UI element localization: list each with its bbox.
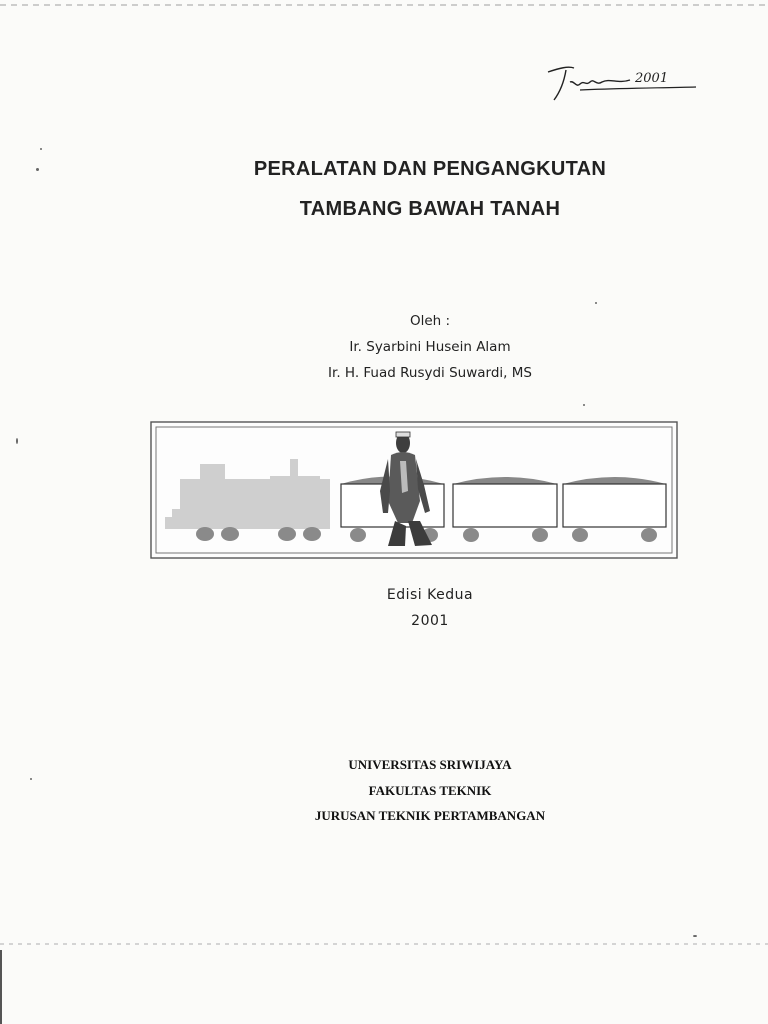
scan-speck (693, 935, 697, 937)
scan-speck (583, 404, 585, 406)
edition-year: 2001 (411, 613, 449, 629)
scan-speck (595, 302, 597, 304)
author-name: Ir. Syarbini Husein Alam (349, 339, 511, 355)
mine-train-illustration (150, 421, 678, 559)
scan-edge-bottom (0, 943, 768, 945)
document-title-line2: TAMBANG BAWAH TANAH (299, 198, 561, 220)
svg-text:2001: 2001 (635, 71, 669, 86)
edition-label: Edisi Kedua (386, 587, 474, 603)
university-name: UNIVERSITAS SRIWIJAYA (348, 757, 512, 772)
scan-speck (16, 438, 18, 444)
faculty-name: FAKULTAS TEKNIK (368, 783, 492, 798)
handwritten-signature (540, 60, 700, 110)
scan-edge-left (0, 950, 2, 1024)
authors-label: Oleh : (409, 313, 451, 329)
scan-speck (30, 778, 32, 780)
scan-speck (40, 148, 42, 150)
document-title-line1: PERALATAN DAN PENGANGKUTAN (253, 158, 607, 180)
scan-edge-top (0, 4, 768, 6)
author-name: Ir. H. Fuad Rusydi Suwardi, MS (328, 365, 532, 381)
department-name: JURUSAN TEKNIK PERTAMBANGAN (314, 808, 546, 823)
